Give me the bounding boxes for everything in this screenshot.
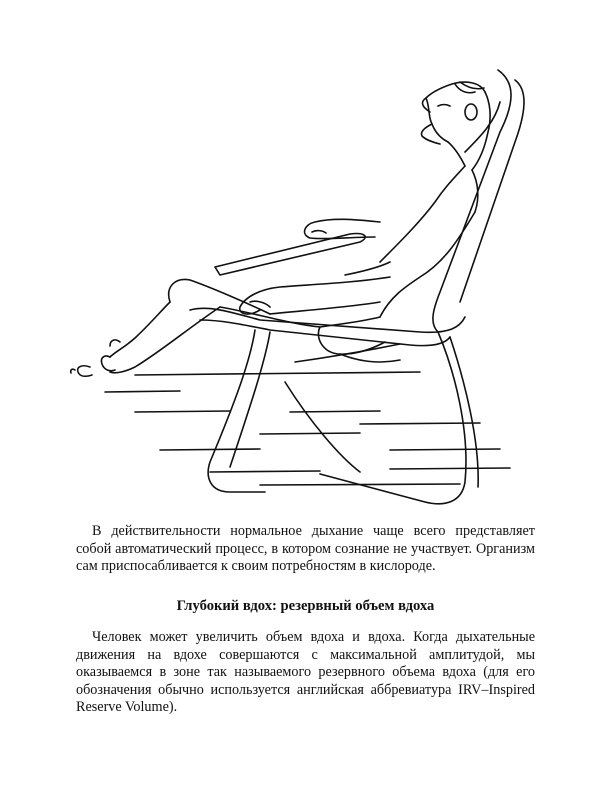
- illustration-reclining-person: [60, 62, 552, 512]
- chair-figure-drawing: [60, 62, 552, 512]
- body-paragraph-1: [76, 523, 535, 576]
- paragraph-text-2: Человек может увеличить объем вдоха и вдоха. Когда дыхательные движения на вдохе совершаются с максимальной амплитудой, мы оказываемся в зоне так называемого резервного объема вдоха (для его обозначения обычно используется английская аббревиатура IRV–Inspired Reserve Volume).: [76, 629, 535, 716]
- section-heading: Глубокий вдох: резервный объем вдоха: [176, 598, 435, 614]
- body-paragraph-2: [76, 629, 535, 717]
- paragraph-text-1: В действительности нормальное дыхание чаще всего представляет собой автоматический процесс, в котором сознание не участвует. Организм сам приспосабливается к своим потребностям в кислороде.: [76, 523, 535, 575]
- section-heading-block: [76, 597, 535, 615]
